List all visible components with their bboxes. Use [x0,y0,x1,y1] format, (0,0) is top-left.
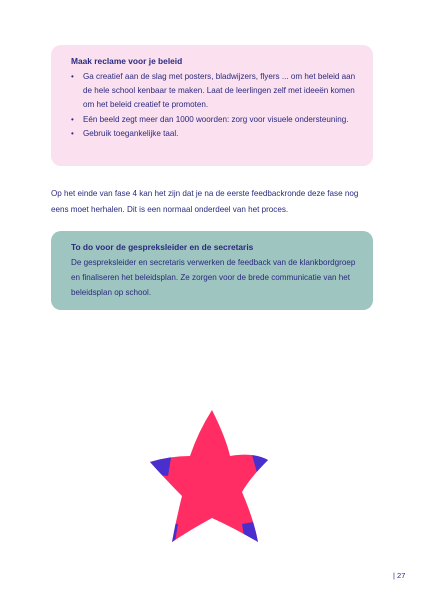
tip-list-item: • Eén beeld zegt meer dan 1000 woorden: zorg voor visuele ondersteuning. [71,113,361,127]
todo-callout-title: To do voor de gespreksleider en de secretaris [71,242,254,252]
star-icon [146,408,276,548]
todo-callout-body: De gespreksleider en secretaris verwerken de feedback van de klankbordgroep en finaliseren het beleidsplan. Ze zorgen voor de brede communicatie van het beleidsplan op school. [71,258,356,297]
tip-callout [51,45,373,166]
tip-list-item: • Gebruik toegankelijke taal. [71,127,361,141]
tip-callout-title: Maak reclame voor je beleid [71,56,183,66]
body-paragraph: Op het einde van fase 4 kan het zijn dat je na de eerste feedbackronde deze fase nog eens moet herhalen. Dit is een normaal onderdeel van het proces. [51,189,359,214]
tip-list [71,70,361,141]
todo-callout [51,231,373,310]
tip-list-item: • Ga creatief aan de slag met posters, bladwijzers, flyers ... om het beleid aan de hele school kenbaar te maken. Laat de leerlingen zelf met ideeën komen om het beleid creatief te promoten. [71,70,361,113]
page-number: | 27 [393,571,406,580]
